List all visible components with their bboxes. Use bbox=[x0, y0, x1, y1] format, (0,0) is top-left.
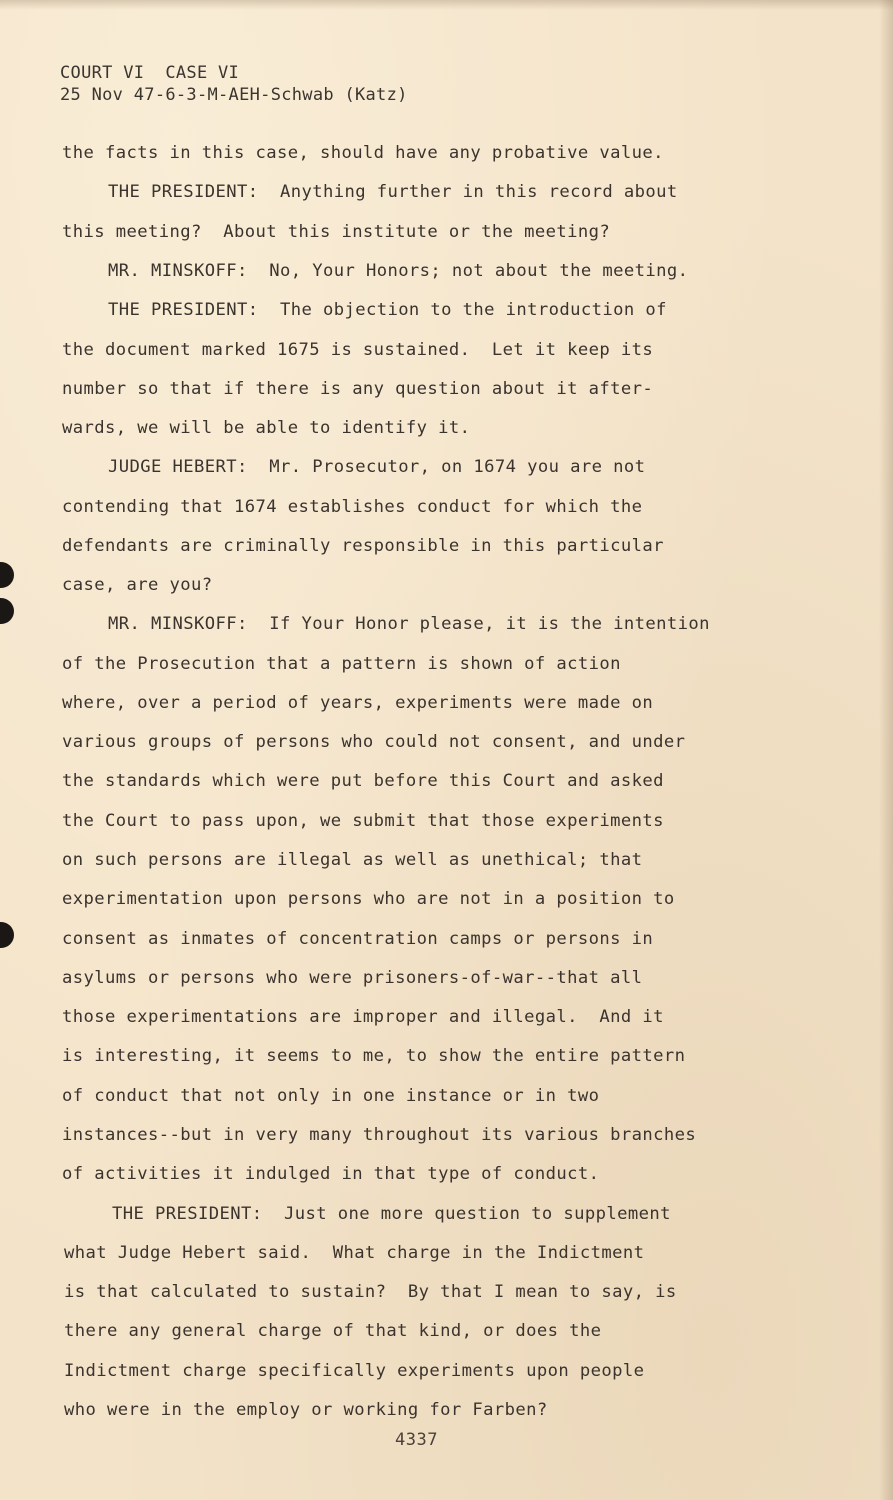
transcript-line: on such persons are illegal as well as unethical; that bbox=[62, 850, 643, 870]
case-header bbox=[60, 62, 408, 106]
court-case-line: COURT VI CASE VI bbox=[60, 63, 240, 83]
transcript-line: wards, we will be able to identify it. bbox=[62, 418, 471, 438]
transcript-line: the document marked 1675 is sustained. Let it keep its bbox=[62, 340, 654, 360]
transcript-line: what Judge Hebert said. What charge in the Indictment bbox=[64, 1243, 645, 1263]
transcript-line: the facts in this case, should have any probative value. bbox=[62, 143, 664, 163]
transcript-line: of conduct that not only in one instance or in two bbox=[62, 1086, 600, 1106]
transcript-line: JUDGE HEBERT: Mr. Prosecutor, on 1674 you are not bbox=[108, 457, 646, 477]
transcript-line: experimentation upon persons who are not in a position to bbox=[62, 889, 675, 909]
transcript-line: THE PRESIDENT: Just one more question to supplement bbox=[112, 1204, 671, 1224]
transcript-line: who were in the employ or working for Farben? bbox=[64, 1400, 548, 1420]
transcript-line: is that calculated to sustain? By that I mean to say, is bbox=[64, 1282, 677, 1302]
transcript-line: the Court to pass upon, we submit that those experiments bbox=[62, 811, 664, 831]
transcript-line: contending that 1674 establishes conduct for which the bbox=[62, 497, 643, 517]
transcript-line: THE PRESIDENT: Anything further in this record about bbox=[108, 182, 678, 202]
transcript-line: the standards which were put before this Court and asked bbox=[62, 771, 664, 791]
transcript-line: of the Prosecution that a pattern is shown of action bbox=[62, 654, 621, 674]
transcript-line: MR. MINSKOFF: No, Your Honors; not about the meeting. bbox=[108, 261, 689, 281]
transcript-line: of activities it indulged in that type of conduct. bbox=[62, 1164, 600, 1184]
transcript-line: number so that if there is any question about it after- bbox=[62, 379, 654, 399]
page-shadow-top bbox=[0, 0, 893, 10]
date-reference-line: 25 Nov 47-6-3-M-AEH-Schwab (Katz) bbox=[60, 85, 408, 105]
punch-hole bbox=[0, 598, 14, 624]
transcript-line: instances--but in very many throughout its various branches bbox=[62, 1125, 697, 1145]
transcript-line: is interesting, it seems to me, to show the entire pattern bbox=[62, 1046, 686, 1066]
transcript-line: case, are you? bbox=[62, 575, 213, 595]
transcript-line: where, over a period of years, experiments were made on bbox=[62, 693, 654, 713]
transcript-line: various groups of persons who could not consent, and under bbox=[62, 732, 686, 752]
page-number: 4337 bbox=[395, 1430, 438, 1450]
transcript-line: Indictment charge specifically experiments upon people bbox=[64, 1361, 645, 1381]
transcript-line: asylums or persons who were prisoners-of-war--that all bbox=[62, 968, 643, 988]
transcript-line: THE PRESIDENT: The objection to the introduction of bbox=[108, 300, 667, 320]
transcript-line: defendants are criminally responsible in this particular bbox=[62, 536, 664, 556]
transcript-line: there any general charge of that kind, or does the bbox=[64, 1321, 602, 1341]
page-shadow-right bbox=[879, 0, 893, 1500]
punch-hole bbox=[0, 922, 14, 948]
transcript-line: consent as inmates of concentration camps or persons in bbox=[62, 929, 654, 949]
transcript-line: this meeting? About this institute or the meeting? bbox=[62, 222, 611, 242]
punch-hole bbox=[0, 562, 14, 588]
transcript-line: those experimentations are improper and illegal. And it bbox=[62, 1007, 664, 1027]
transcript-line: MR. MINSKOFF: If Your Honor please, it is the intention bbox=[108, 614, 710, 634]
